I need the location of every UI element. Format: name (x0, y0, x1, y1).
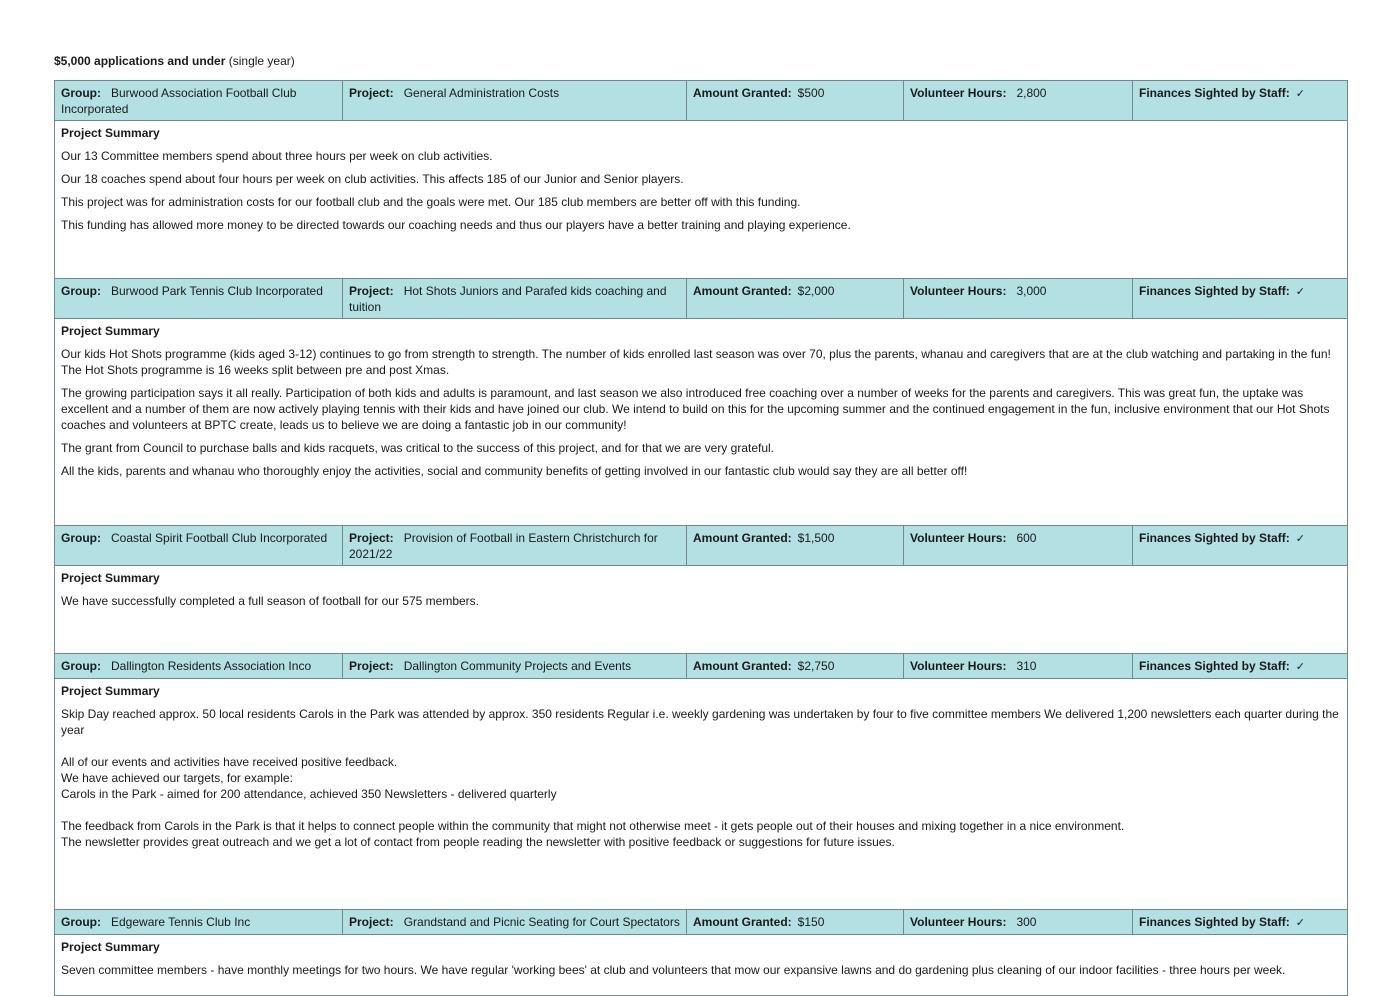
amount-label: Amount Granted: (693, 659, 792, 673)
amount-label: Amount Granted: (693, 284, 792, 298)
group-cell (55, 81, 343, 121)
checkmark-icon: ✓ (1295, 285, 1305, 298)
entry-header-row (55, 654, 1348, 679)
project-summary-cell (55, 935, 1348, 996)
hours-label: Volunteer Hours: (910, 659, 1007, 673)
group-cell (55, 526, 343, 566)
project-cell (343, 910, 687, 935)
project-name: Dallington Community Projects and Events (403, 659, 632, 673)
summary-paragraph: Our 18 coaches spend about four hours per week on club activities. This affects 185 of our Junior and Senior players. (61, 172, 684, 186)
project-label: Project: (349, 915, 394, 929)
entry-header-row (55, 81, 1348, 121)
amount-value: $150 (797, 915, 825, 929)
entry-summary-row (55, 121, 1348, 279)
amount-label: Amount Granted: (693, 915, 792, 929)
entry-summary-row (55, 566, 1348, 654)
project-summary-title: Project Summary (61, 571, 160, 585)
summary-paragraph: We have successfully completed a full season of football for our 575 members. (61, 594, 479, 608)
finances-label: Finances Sighted by Staff: (1139, 86, 1290, 100)
project-name: Provision of Football in Eastern Christchurch for 2021/22 (349, 531, 658, 561)
summary-paragraph: All the kids, parents and whanau who thoroughly enjoy the activities, social and community benefits of getting involved in our fantastic club would say they are all better off! (61, 464, 968, 478)
group-name: Burwood Association Football Club Incorporated (61, 86, 297, 116)
document-page (54, 53, 1346, 996)
hours-value: 600 (1016, 531, 1037, 545)
finances-cell (1133, 526, 1348, 566)
entry-summary-row (55, 935, 1348, 996)
project-label: Project: (349, 86, 394, 100)
checkmark-icon: ✓ (1295, 532, 1305, 545)
summary-paragraph: Our kids Hot Shots programme (kids aged 3-12) continues to go from strength to strength. The number of kids enrolled last season was over 70, plus the parents, whanau and caregivers that are at the club watching and partaking in the fun! The Hot Shots programme is 16 weeks split between pre and post Xmas. (61, 347, 1331, 377)
group-name: Dallington Residents Association Inco (111, 659, 312, 673)
project-cell (343, 279, 687, 319)
amount-value: $2,000 (797, 284, 835, 298)
amount-label: Amount Granted: (693, 86, 792, 100)
summary-paragraph: Seven committee members - have monthly meetings for two hours. We have regular 'working bees' at club and volunteers that mow our expansive lawns and do gardening plus cleaning of our indoor facilities - three hours per week. (61, 963, 1286, 977)
grants-table (54, 80, 1348, 996)
project-cell (343, 81, 687, 121)
amount-cell (687, 654, 904, 679)
project-cell (343, 526, 687, 566)
project-summary-cell (55, 679, 1348, 910)
project-summary-title: Project Summary (61, 324, 160, 338)
hours-value: 2,800 (1016, 86, 1047, 100)
project-summary-title: Project Summary (61, 126, 160, 140)
group-name: Edgeware Tennis Club Inc (111, 915, 251, 929)
hours-cell (904, 910, 1133, 935)
hours-value: 3,000 (1016, 284, 1047, 298)
hours-label: Volunteer Hours: (910, 915, 1007, 929)
entry-header-row (55, 279, 1348, 319)
hours-value: 310 (1016, 659, 1037, 673)
amount-cell (687, 81, 904, 121)
group-name: Burwood Park Tennis Club Incorporated (111, 284, 323, 298)
hours-cell (904, 279, 1133, 319)
group-label: Group: (61, 86, 101, 100)
entry-header-row (55, 910, 1348, 935)
group-label: Group: (61, 531, 101, 545)
hours-cell (904, 81, 1133, 121)
amount-value: $1,500 (797, 531, 835, 545)
project-summary-cell (55, 121, 1348, 279)
summary-paragraph: The grant from Council to purchase balls and kids racquets, was critical to the success of this project, and for that we are very grateful. (61, 441, 775, 455)
amount-cell (687, 279, 904, 319)
finances-cell (1133, 81, 1348, 121)
group-cell (55, 654, 343, 679)
section-heading (54, 53, 1346, 69)
project-name: General Administration Costs (403, 86, 560, 100)
project-cell (343, 654, 687, 679)
amount-cell (687, 910, 904, 935)
group-cell (55, 910, 343, 935)
summary-paragraph: The growing participation says it all really. Participation of both kids and adults is paramount, and last season we also introduced free coaching over a number of weeks for the parents and caregivers. This was great fun, the uptake was excellent and a number of them are now actively playing tennis with their kids and have joined our club. We intend to build on this for the upcoming summer and the continued engagement in the fun, inclusive environment that our Hot Shots coaches and volunteers at BPTC create, leads us to believe we are doing a fantastic job in our community! (61, 386, 1330, 432)
amount-value: $2,750 (797, 659, 835, 673)
hours-label: Volunteer Hours: (910, 531, 1007, 545)
group-label: Group: (61, 915, 101, 929)
finances-cell (1133, 910, 1348, 935)
amount-value: $500 (797, 86, 825, 100)
project-label: Project: (349, 659, 394, 673)
section-heading-bold: $5,000 applications and under (54, 54, 226, 68)
entry-summary-row (55, 319, 1348, 526)
project-label: Project: (349, 284, 394, 298)
hours-label: Volunteer Hours: (910, 86, 1007, 100)
project-summary-title: Project Summary (61, 940, 160, 954)
project-summary-title: Project Summary (61, 684, 160, 698)
group-cell (55, 279, 343, 319)
hours-cell (904, 654, 1133, 679)
project-name: Hot Shots Juniors and Parafed kids coaching and tuition (349, 284, 667, 314)
grants-table-body (55, 81, 1348, 996)
group-label: Group: (61, 659, 101, 673)
project-label: Project: (349, 531, 394, 545)
finances-label: Finances Sighted by Staff: (1139, 659, 1290, 673)
hours-label: Volunteer Hours: (910, 284, 1007, 298)
project-summary-cell (55, 319, 1348, 526)
hours-cell (904, 526, 1133, 566)
checkmark-icon: ✓ (1295, 660, 1305, 673)
summary-paragraph: This project was for administration costs for our football club and the goals were met. Our 185 club members are better off with this funding. (61, 195, 801, 209)
group-label: Group: (61, 284, 101, 298)
finances-cell (1133, 279, 1348, 319)
amount-cell (687, 526, 904, 566)
finances-label: Finances Sighted by Staff: (1139, 284, 1290, 298)
entry-header-row (55, 526, 1348, 566)
finances-cell (1133, 654, 1348, 679)
project-name: Grandstand and Picnic Seating for Court Spectators (403, 915, 680, 929)
finances-label: Finances Sighted by Staff: (1139, 531, 1290, 545)
project-summary-cell (55, 566, 1348, 654)
amount-label: Amount Granted: (693, 531, 792, 545)
section-heading-note: (single year) (228, 54, 295, 68)
checkmark-icon: ✓ (1295, 916, 1305, 929)
group-name: Coastal Spirit Football Club Incorporated (111, 531, 328, 545)
hours-value: 300 (1016, 915, 1037, 929)
checkmark-icon: ✓ (1295, 87, 1305, 100)
summary-paragraph: This funding has allowed more money to be directed towards our coaching needs and thus our players have a better training and playing experience. (61, 218, 851, 232)
summary-paragraph: Skip Day reached approx. 50 local residents Carols in the Park was attended by approx. 350 residents Regular i.e. weekly gardening was undertaken by four to five committee members We delivered 1,200 newsletters each quarter during the year All of our events and activities have received positive feedback. We have achieved our targets, for example: Carols in the Park - aimed for 200 attendance, achieved 350 Newsletters - delivered quarterly The feedback from Carols in the Park is that it helps to connect people within the community that might not otherwise meet - it gets people out of their houses and mixing together in a nice environment. The newsletter provides great outreach and we get a lot of contact from people reading the newsletter with positive feedback or suggestions for future issues. (61, 707, 1339, 849)
summary-paragraph: Our 13 Committee members spend about three hours per week on club activities. (61, 149, 493, 163)
finances-label: Finances Sighted by Staff: (1139, 915, 1290, 929)
entry-summary-row (55, 679, 1348, 910)
